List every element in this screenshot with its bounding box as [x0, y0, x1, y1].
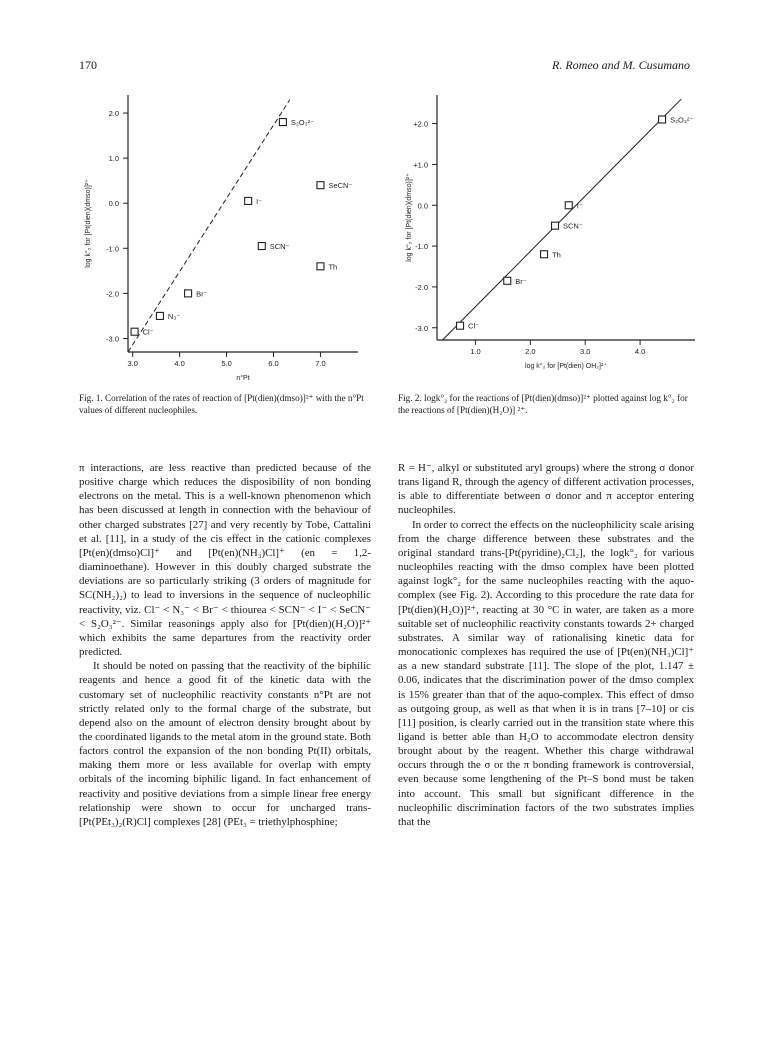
data-point-label: S₂O₃²⁻	[290, 118, 315, 128]
data-point	[565, 202, 572, 209]
x-tick-label: 5.0	[221, 359, 232, 368]
data-point	[317, 182, 324, 189]
data-point-label: Cl⁻	[142, 327, 154, 337]
data-point-label: Th	[552, 250, 561, 260]
data-point-label: I⁻	[576, 201, 583, 211]
x-tick-label: 3.0	[127, 359, 138, 368]
x-axis-label: n°Pt	[236, 375, 250, 382]
y-tick-label: -2.0	[415, 282, 428, 292]
x-tick-label: 3.0	[579, 347, 591, 356]
y-tick-label: -3.0	[415, 323, 428, 333]
data-point-label: S₂O₃²⁻	[670, 115, 694, 125]
data-point-label: N₃⁻	[167, 311, 181, 321]
paragraph: It should be noted on passing that the reactivity of the biphilic reagents and hence a good fit of the kinetic data with the customary set of nucleophilic reactivity constants n°Pt are not strictly related only to the formal charge of the substrate, but depend also on the amount of electron density brought about by the coordinated ligands to the metal atom in the ground state. Both factors control the expansion of the non bonding Pt(II) orbitals, making them more or less available for overlap with empty orbitals of the incoming biphilic ligand. In fact enhancement of reactivity and positive deviations from a simple linear free energy relationship were shown to occur for uncharged trans-[Pt(PEt₃)₂(R)Cl] complexes [28] (PEt₃ = triethylphosphine;	[79, 660, 371, 828]
y-axis-label: log k°₂ for [Pt(dien)(dmso)]²⁺	[85, 179, 92, 268]
body-column-right	[398, 461, 694, 829]
fit-line	[442, 99, 681, 340]
y-tick-label: 0.0	[417, 201, 428, 211]
data-point-label: Br⁻	[196, 289, 208, 299]
data-point	[156, 312, 163, 319]
x-tick-label: 4.0	[634, 347, 646, 356]
data-point-label: SeCN⁻	[328, 181, 353, 191]
x-axis-label: log k°₂ for [Pt(dien) OH₂]²⁺	[525, 363, 607, 370]
paragraph: R = H⁻, alkyl or substituted aryl groups) where the strong σ donor trans ligand R, through the agency of different activation processes, is able to differentiate between σ donor and π acceptor entering nucleophiles.	[398, 462, 694, 517]
x-tick-label: 1.0	[470, 347, 481, 356]
y-tick-label: -3.0	[106, 334, 119, 344]
x-tick-label: 6.0	[268, 359, 279, 368]
data-point	[659, 116, 666, 123]
data-point	[245, 197, 252, 204]
page-number: 170	[79, 58, 97, 72]
data-point	[185, 290, 192, 297]
x-tick-label: 2.0	[525, 347, 536, 356]
y-tick-label: -1.0	[106, 244, 119, 254]
data-point-label: Br⁻	[515, 276, 527, 286]
fit-line	[128, 100, 290, 352]
data-point-label: I⁻	[256, 196, 263, 206]
y-axis-label: log k°₂ for [Pt(dien)(dmso)]²⁺	[406, 173, 413, 262]
figure-1-caption: Fig. 1. Correlation of the rates of reaction of [Pt(dien)(dmso)]²⁺ with the n°Pt values of different nucleophiles.	[79, 393, 364, 415]
data-point	[258, 243, 265, 250]
y-tick-label: -1.0	[415, 242, 428, 252]
data-point	[279, 119, 286, 126]
data-point-label: Cl⁻	[468, 321, 480, 331]
y-tick-label: +2.0	[413, 119, 428, 129]
data-point	[541, 251, 548, 258]
data-point	[552, 222, 559, 229]
y-tick-label: 0.0	[108, 199, 119, 209]
figure-2-caption: Fig. 2. logk°₂ for the reactions of [Pt(dien)(dmso)]²⁺ plotted against log k°₂ for the reactions of [Pt(dien)(H₂O)] ²⁺.	[398, 393, 688, 415]
y-tick-label: 1.0	[108, 154, 119, 164]
data-point-label: SCN⁻	[269, 242, 290, 252]
y-tick-label: -2.0	[106, 289, 119, 299]
body-column-left	[79, 461, 371, 829]
data-point-label: SCN⁻	[563, 221, 583, 231]
data-point	[131, 328, 138, 335]
data-point	[457, 322, 464, 329]
y-tick-label: 2.0	[108, 109, 119, 119]
paragraph: π interactions, are less reactive than predicted because of the positive charge which reduces the disposibility of non bonding electrons on the metal. This is a well-known phenomenon which has been discussed at length in connection with the behaviour of other charged substrates [27] and very recently by Tobe, Cattalini et al. [11], in a study of the cis effect in the cationic complexes [Pt(en)(dmso)Cl]⁺ and [Pt(en)(NH₃)Cl]⁺ (en = 1,2-diaminoethane). However in this doubly charged substrate the deviations are so particularly striking (3 orders of magnitude for SC(NH₂)₂) to lead to inversions in the sequence of nucleophilic reactivity, viz. Cl⁻ < N₃⁻ < Br⁻ < thiourea < SCN⁻ < I⁻ < SeCN⁻ < S₂O₃²⁻. Similar reasonings apply also for [Pt(dien)(H₂O)]²⁺ which exhibits the same departures from the reactivity order predicted.	[79, 462, 371, 659]
paragraph: In order to correct the effects on the nucleophilicity scale arising from the charge difference between these substrates and the original standard trans-[Pt(pyridine)₂Cl₂], the logk°₂ for various nucleophiles reacting with the dmso complex have been plotted against logk°₂ for the same nucleophiles reacting with the aquo-complex (see Fig. 2). According to this procedure the rate data for [Pt(dien)(H₂O)]²⁺, reacting at 30 °C in water, are taken as a more suitable set of nucleophilic reactivity constants towards 2+ charged substrates. A similar way of rationalising kinetic data for monocationic complexes has required the use of [Pt(en)(NH₃)Cl]⁺ as a new standard substrate [11]. The slope of the plot, 1.147 ± 0.06, indicates that the discrimination power of the dmso complex is 15% greater than that of the aquo-complex. This effect of dmso as outgoing group, as well as that when it is in trans [7–10] or cis [11] position, is clearly carried out in the transition state where this ligand is better able than H₂O to accommodate electron density brought about by the reagent. Whether this charge withdrawal occurs through the σ or the π bonding framework is controversial, even because some lengthening of the Pt–S bond must be taken into account. This small but significant difference in the nucleophilic discrimination factors of the two substrates implies that the	[398, 518, 694, 828]
running-head-authors: R. Romeo and M. Cusumano	[552, 58, 690, 72]
y-tick-label: +1.0	[413, 160, 428, 170]
x-tick-label: 7.0	[315, 359, 326, 368]
data-point	[504, 277, 511, 284]
data-point-label: Th	[328, 262, 338, 272]
data-point	[317, 263, 324, 270]
x-tick-label: 4.0	[174, 359, 185, 368]
figure-1-chart	[78, 85, 368, 382]
figure-2-chart	[405, 85, 705, 375]
